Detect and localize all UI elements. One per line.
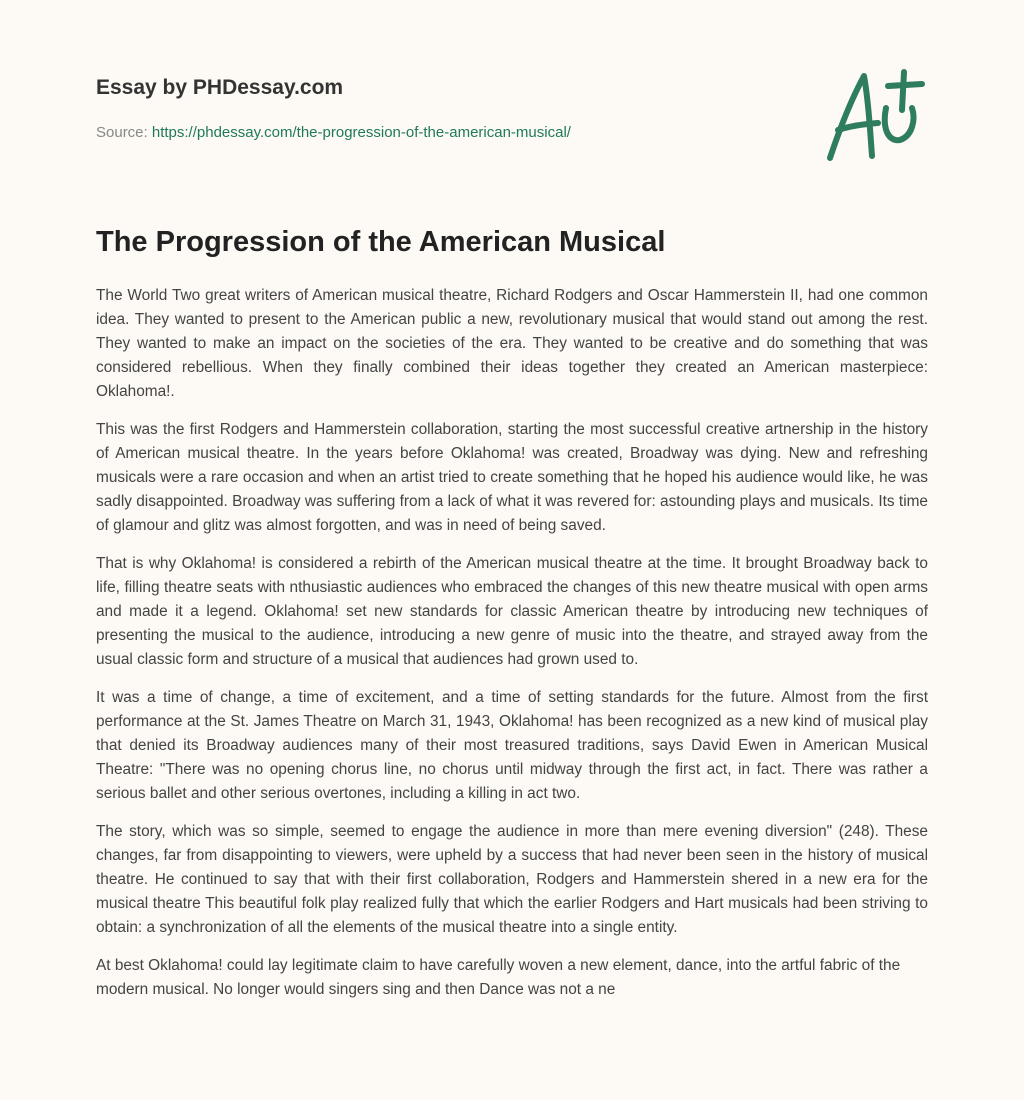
essay-title: The Progression of the American Musical: [96, 226, 666, 258]
essay-paragraph: The story, which was so simple, seemed to engage the audience in more than mere evening diversion" (248). These changes, far from disappointing to viewers, were upheld by a success that had never been seen in the history of musical theatre. He continued to say that with their first collaboration, Rodgers and Hammerstein shered in a new era for the musical theatre This beautiful folk play realized fully that which the earlier Rodgers and Hart musicals had been striving to obtain: a synchronization of all the elements of the musical theatre into a single entity.: [96, 823, 928, 936]
site-title: Essay by PHDessay.com: [96, 76, 344, 99]
essay-body: [96, 284, 928, 1016]
essay-paragraph: The World Two great writers of American musical theatre, Richard Rodgers and Oscar Hammerstein II, had one common idea. They wanted to present to the American public a new, revolutionary musical that would stand out among the rest. They wanted to make an impact on the societies of the era. They wanted to be creative and do something that was considered rebellious. When they finally combined their ideas together they created an American masterpiece: Oklahoma!.: [96, 287, 928, 400]
essay-paragraph: That is why Oklahoma! is considered a rebirth of the American musical theatre at the time. It brought Broadway back to life, filling theatre seats with nthusiastic audiences who embraced the changes of this new theatre musical with open arms and made it a legend. Oklahoma! set new standards for classic American theatre by introducing new techniques of presenting the musical to the audience, introducing a new genre of music into the theatre, and strayed away from the usual classic form and structure of a musical that audiences had grown used to.: [96, 555, 928, 668]
essay-paragraph: This was the first Rodgers and Hammerstein collaboration, starting the most successful creative artnership in the history of American musical theatre. In the years before Oklahoma! was created, Broadway was dying. New and refreshing musicals were a rare occasion and when an artist tried to create something that he hoped his audience would like, he was sadly disappointed. Broadway was suffering from a lack of what it was revered for: astounding plays and musicals. Its time of glamour and glitz was almost forgotten, and was in need of being saved.: [96, 421, 928, 534]
essay-paragraph: It was a time of change, a time of excitement, and a time of setting standards for the future. Almost from the first performance at the St. James Theatre on March 31, 1943, Oklahoma! has been recognized as a new kind of musical play that denied its Broadway audiences many of their most treasured traditions, says David Ewen in American Musical Theatre: "There was no opening chorus line, no chorus until midway through the first act, in fact. There was rather a serious ballet and other serious overtones, including a killing in act two.: [96, 689, 928, 802]
source-line: [96, 124, 571, 141]
source-label: Source:: [96, 124, 148, 141]
a-plus-grade-logo-icon: [820, 68, 930, 168]
essay-paragraph: At best Oklahoma! could lay legitimate claim to have carefully woven a new element, dance, into the artful fabric of the modern musical. No longer would singers sing and then Dance was not a ne: [96, 957, 901, 998]
source-link[interactable]: https://phdessay.com/the-progression-of-the-american-musical/: [151, 124, 571, 141]
